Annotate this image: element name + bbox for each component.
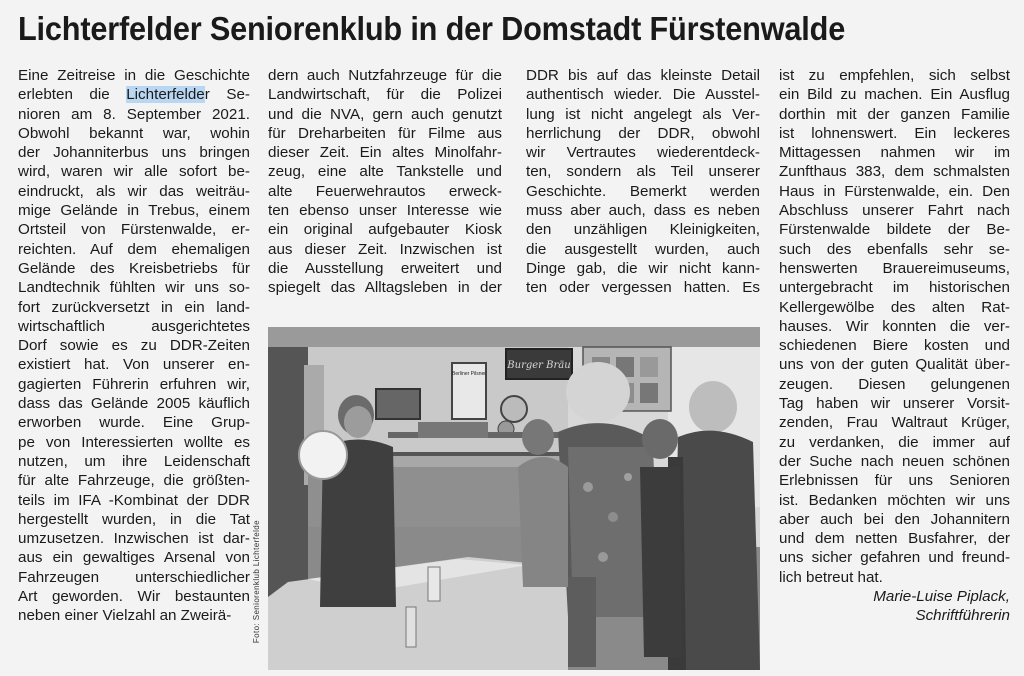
text-line: für Dreharbeiten für Filme aus <box>268 124 502 142</box>
text-line: Kellergewölbe des alten Rat- <box>779 298 1010 316</box>
sign-berliner: Berliner Pilsner <box>452 371 486 377</box>
text-line: ten ebenso unser Interesse wie <box>268 202 502 220</box>
text-line: hauses. Wir konnten die ver- <box>779 317 1010 335</box>
text-line: der Johanniterbus uns bringen <box>18 144 250 162</box>
text-line: herrlichung der DDR, obwohl <box>526 124 760 142</box>
text-line: hergestellt wurden, in die Tat <box>18 510 250 528</box>
text-line: dern auch Nutzfahrzeuge für die <box>268 67 502 84</box>
text-line: Fürstenwalde bildete der Be- <box>779 221 1010 239</box>
text-line: ist lohnenswert. Ein leckeres <box>779 124 1010 142</box>
text-line: aus dieser Zeit. Inzwischen ist <box>268 240 502 258</box>
text-line: Abschluss unserer Fahrt nach <box>779 202 1010 220</box>
text-line: ein Bild zu machen. Ein Ausflug <box>779 86 1010 104</box>
text-line: ist zu empfehlen, sich selbst <box>779 67 1010 84</box>
text-line: zenden, Frau Waltraut Krüger, <box>779 414 1010 432</box>
text-line: Dorf sowie es zu DDR-Zeiten <box>18 337 250 355</box>
text-line: erworben wurde. Eine Grup- <box>18 414 250 432</box>
text-line: Mittagessen nahmen wir im <box>779 144 1010 162</box>
text-line: aus ein gewaltiges Arsenal von <box>18 549 250 567</box>
text-line: reichten. Auf dem ehemaligen <box>18 240 250 258</box>
text-line: ten oder vergessen hatten. Es <box>526 279 760 297</box>
text-line: Tag haben wir unserer Vorsit- <box>779 395 1010 413</box>
text-line: erlebten die Lichterfelder Se- <box>18 86 250 104</box>
text-line: den unzähligen Kleinigkeiten, <box>526 221 760 239</box>
photo-credit: Foto: Seniorenklub Lichterfelde <box>252 520 261 644</box>
text-line: Haus in Fürstenwalde, ein. Den <box>779 182 1010 200</box>
text-line: wird, waren wir alle sofort be- <box>18 163 250 181</box>
text-line: für alte Fahrzeuge, die größten- <box>18 472 250 490</box>
text-line: Fahrzeugen unterschiedlicher <box>18 568 250 586</box>
text-line: pe von Interessierten wollte es <box>18 433 250 451</box>
photo-scene <box>268 327 760 670</box>
text-line: wir Vertrautes wiederentdeck- <box>526 144 760 162</box>
text-line: untergebracht im historischen <box>779 279 1010 297</box>
author-signature: Marie-Luise Piplack, <box>873 588 1010 606</box>
text-line: neben einer Vielzahl an Zweirä- <box>18 607 232 625</box>
text-line: Ortsteil von Fürstenwalde, er- <box>18 221 250 239</box>
text-line: Landwirtschaft, für die Polizei <box>268 86 502 104</box>
text-line: teils im IFA -Kombinat der DDR <box>18 491 250 509</box>
text-line: die ausgestellt wurden, auch <box>526 240 760 258</box>
text-line: alte Feuerwehrautos erweck- <box>268 182 502 200</box>
article-title: Lichterfelder Seniorenklub in der Domstadt Fürstenwalde <box>18 10 846 47</box>
text-line: Geschichte. Bemerkt werden <box>526 182 760 200</box>
sign-burger: Burger Bräu <box>507 360 571 371</box>
text-line: uns sicher gefahren und freund- <box>779 549 1010 567</box>
text-line: Dinge gab, die wir nicht kann- <box>526 259 760 277</box>
text-line: wirtschaftlich ausgerichtetes <box>18 317 250 335</box>
text-line: spiegelt das Alltagsleben in der <box>268 279 502 297</box>
text-line: dorthin mit der ganzen Familie <box>779 105 1010 123</box>
text-line: Eine Zeitreise in die Geschichte <box>18 67 250 84</box>
text-line: ein original aufgebauter Kiosk <box>268 221 502 239</box>
text-line: und die NVA, gern auch genutzt <box>268 105 502 123</box>
text-line: Obwohl bekannt war, wohin <box>18 124 250 142</box>
text-line: und dem netten Busfahrer, der <box>779 530 1010 548</box>
text-line: ten, sondern als Teil unserer <box>526 163 760 181</box>
text-column-4 <box>779 66 1010 626</box>
text-column-3 <box>526 66 760 298</box>
text-line: existiert hat. Von unserer en- <box>18 356 250 374</box>
text-line: zeugen. Diesen gelungenen <box>779 375 1010 393</box>
text-line: ist. Bedanken möchten wir uns <box>779 491 1010 509</box>
text-line: nioren am 8. September 2021. <box>18 105 250 123</box>
text-line: lich betreut hat. <box>779 568 883 586</box>
text-column-1 <box>18 66 250 626</box>
text-line: Art geworden. Wir bestaunten <box>18 588 250 606</box>
text-line: lung ist nicht angelegt als Ver- <box>526 105 760 123</box>
text-line: Zunfthaus 383, dem schmalsten <box>779 163 1010 181</box>
text-line: such des ebenfalls sehr se- <box>779 240 1010 258</box>
text-line: mige Gelände in Trebus, einem <box>18 202 250 220</box>
highlighted-word: Lichterfelde <box>126 86 205 104</box>
text-line: die Ausstellung erweitert und <box>268 259 502 277</box>
text-line: Gelände des Kreisbetriebs für <box>18 259 250 277</box>
text-line: DDR bis auf das kleinste Detail <box>526 67 760 84</box>
article-photo <box>268 327 760 670</box>
text-line: aber auch bei den Johannitern <box>779 510 1010 528</box>
text-line: eindruckt, als wir das weiträu- <box>18 182 250 200</box>
text-line: fort zurückversetzt in ein land- <box>18 298 250 316</box>
text-line: henswerten Brauereimuseums, <box>779 259 1010 277</box>
text-line: authentisch wieder. Die Ausstel- <box>526 86 760 104</box>
text-line: umzusetzen. Inzwischen ist dar- <box>18 530 250 548</box>
text-line: uns von der guten Qualität über- <box>779 356 1010 374</box>
text-line: der Suche nach neuen schönen <box>779 452 1010 470</box>
text-line: dass das Gelände 2005 käuflich <box>18 395 250 413</box>
text-line: nutzen, um ihre Leidenschaft <box>18 452 250 470</box>
text-line: zu verdanken, die immer auf <box>779 433 1010 451</box>
text-line: muss aber auch, dass es neben <box>526 202 760 220</box>
text-line: Erlebnissen für uns Senioren <box>779 472 1010 490</box>
text-line: zeug, eine alte Tankstelle und <box>268 163 502 181</box>
author-signature: Schriftführerin <box>915 607 1010 625</box>
text-line: schiedenen Biere kosten und <box>779 337 1010 355</box>
text-line: gagierten Führerin erfuhren wir, <box>18 375 250 393</box>
text-column-2 <box>268 66 502 298</box>
text-line: dieser Zeit. Ein altes Minolfahr- <box>268 144 502 162</box>
text-line: Landtechnik fühlten wir uns so- <box>18 279 250 297</box>
